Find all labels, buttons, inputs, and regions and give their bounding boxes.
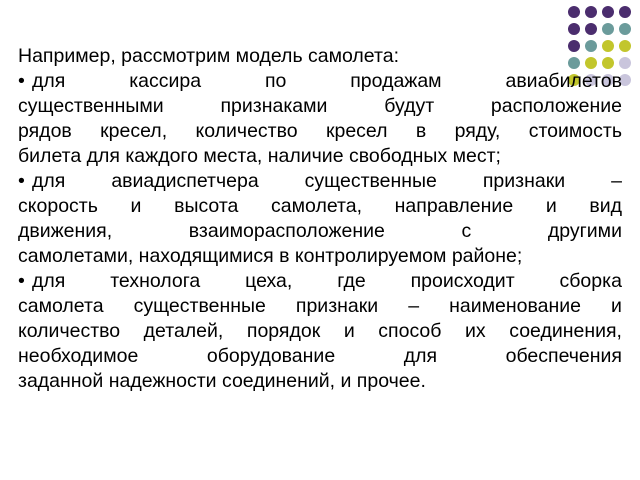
- decorative-dot: [568, 6, 580, 18]
- bullet-word: и: [611, 295, 622, 317]
- bullet-word: высота: [174, 195, 239, 217]
- bullet-word: в: [415, 120, 427, 142]
- bullet-2-line: [18, 244, 622, 269]
- bullet-3-line: [18, 344, 622, 369]
- bullet-word: взаиморасположение: [188, 220, 385, 242]
- bullet-word: происходит: [410, 270, 515, 292]
- decorative-dot: [619, 6, 631, 18]
- bullet-word: другими: [547, 220, 622, 242]
- bullet-word: способ: [378, 320, 442, 342]
- bullet-2-line: [18, 194, 622, 219]
- bullet-word: необходимое: [18, 345, 139, 367]
- bullet-text: билета для каждого места, наличие свободных мест;: [18, 145, 501, 167]
- bullet-text: самолетами, находящимися в контролируемом районе;: [18, 245, 523, 267]
- bullet-word: порядок: [246, 320, 321, 342]
- bullet-word: существенными: [18, 95, 164, 117]
- bullet-word: признаки: [295, 295, 379, 317]
- bullet-1-line: [18, 94, 622, 119]
- bullet-3-line: [18, 319, 622, 344]
- bullet-word: технолога: [110, 270, 201, 292]
- bullet-2-line: [18, 219, 622, 244]
- bullet-word: обеспечения: [505, 345, 622, 367]
- bullet-word: кассира: [129, 70, 202, 92]
- bullet-word: • для: [18, 270, 66, 292]
- bullet-word: кресел,: [100, 120, 168, 142]
- slide-text: [18, 44, 622, 394]
- bullet-3-line: [18, 294, 622, 319]
- bullet-word: будут: [384, 95, 435, 117]
- bullet-word: существенные: [133, 295, 266, 317]
- bullet-2-line: [18, 169, 622, 194]
- decorative-dot: [619, 23, 631, 35]
- bullet-word: кресел: [325, 120, 388, 142]
- bullet-word: движения,: [18, 220, 113, 242]
- bullet-word: и: [343, 320, 355, 342]
- bullet-word: • для: [18, 170, 66, 192]
- bullet-word: расположение: [490, 95, 622, 117]
- bullet-word: количество: [195, 120, 298, 142]
- bullet-1-line: [18, 69, 622, 94]
- bullet-word: их: [465, 320, 486, 342]
- bullet-word: признаки: [482, 170, 566, 192]
- bullet-word: деталей,: [143, 320, 224, 342]
- bullet-word: рядов: [18, 120, 72, 142]
- bullet-word: где: [337, 270, 366, 292]
- bullet-word: • для: [18, 70, 66, 92]
- bullet-word: сборка: [559, 270, 622, 292]
- bullet-word: признаками: [220, 95, 328, 117]
- bullet-word: существенные: [304, 170, 437, 192]
- bullet-word: направление: [394, 195, 514, 217]
- bullet-word: ряду,: [454, 120, 501, 142]
- bullet-word: и: [130, 195, 142, 217]
- bullet-word: с: [461, 220, 472, 242]
- bullet-word: по: [264, 70, 287, 92]
- intro-line: Например, рассмотрим модель самолета:: [18, 45, 399, 67]
- bullet-mark: •: [18, 70, 25, 92]
- bullet-word: количество: [18, 320, 121, 342]
- bullet-3-line: [18, 269, 622, 294]
- bullet-word: –: [408, 295, 420, 317]
- bullet-mark: •: [18, 270, 25, 292]
- bullet-1-line: [18, 144, 622, 169]
- decorative-dot: [602, 6, 614, 18]
- bullet-word: наименование: [449, 295, 581, 317]
- bullet-word: продажам: [350, 70, 442, 92]
- bullet-word: и: [545, 195, 557, 217]
- bullet-word: авиабилетов: [505, 70, 622, 92]
- decorative-dot: [585, 6, 597, 18]
- bullet-word: стоимость: [528, 120, 622, 142]
- bullet-1-line: [18, 119, 622, 144]
- bullet-word: соединения,: [509, 320, 622, 342]
- decorative-dot: [602, 23, 614, 35]
- bullet-word: авиадиспетчера: [111, 170, 259, 192]
- bullet-word: оборудование: [206, 345, 336, 367]
- decorative-dot: [568, 23, 580, 35]
- bullet-word: вид: [589, 195, 622, 217]
- bullet-mark: •: [18, 170, 25, 192]
- bullet-word: цеха,: [245, 270, 293, 292]
- decorative-dot: [585, 23, 597, 35]
- bullet-3-line: [18, 369, 622, 394]
- bullet-word: –: [611, 170, 622, 192]
- bullet-word: самолета,: [271, 195, 363, 217]
- bullet-word: для: [403, 345, 438, 367]
- bullet-word: самолета: [18, 295, 104, 317]
- bullet-text: заданной надежности соединений, и прочее.: [18, 370, 426, 392]
- bullet-word: скорость: [18, 195, 98, 217]
